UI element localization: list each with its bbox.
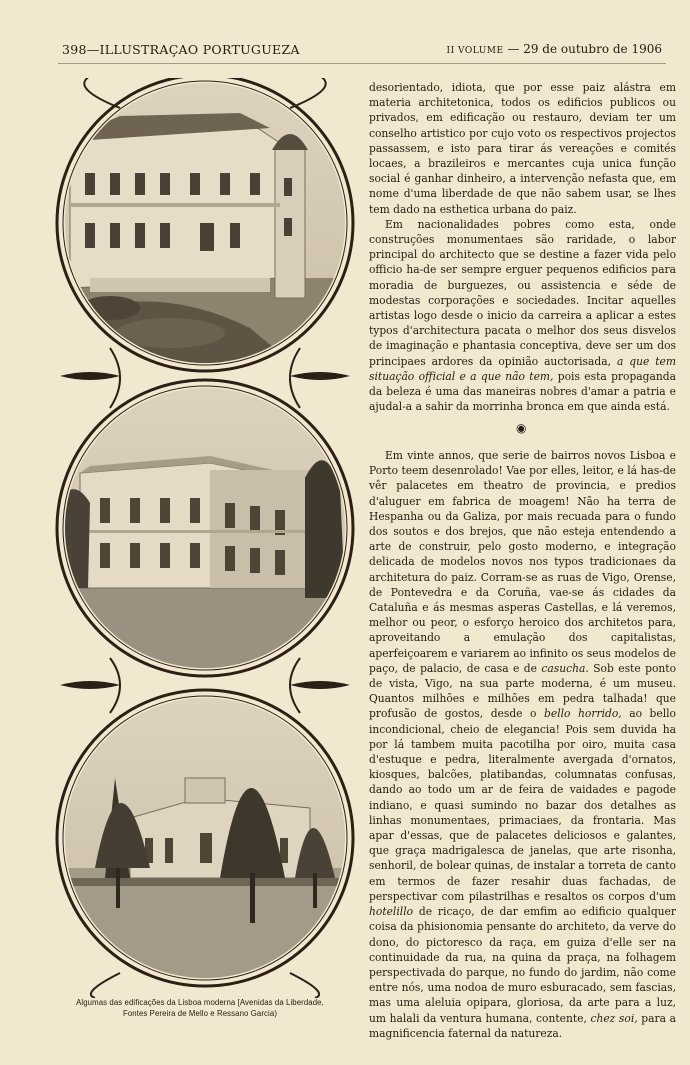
figure-caption — [40, 998, 360, 1019]
p3-italic-1: casucha. — [541, 661, 589, 675]
p3-text-2: Sob este ponto de vista, Vigo, na sua parte moderna, é um museu. Quantos milhões e milhões em pedra talhada! que profusão de gostos, desde o — [369, 661, 676, 721]
section-separator: ◉ — [516, 421, 527, 435]
caption-line-1: Algumas das edificações da Lisboa moderna [Avenidas da Liberdade, — [76, 998, 324, 1007]
plates-svg — [50, 78, 360, 998]
volume-label: II VOLUME — [446, 46, 504, 56]
text-column-bottom — [369, 448, 676, 1041]
paragraph-3 — [369, 448, 676, 1041]
p3-text-4: de ricaço, de dar emfim ao edificio qualquer coisa da phisionomia pensante do architeto, da verve do dono, do pictoresco da raça, em guiza d'elle ser na continuidade da rua, na quina da praça, na folhagem perspectivada do parque, no fundo do jardim, não come entre nós, uma nodoa de muro esburacado, sem fascias, mas uma aleluia opipara, gloriosa, da arte para a luz, um halali da ventura humana, contente, — [369, 905, 676, 1025]
paragraph-2-italic: a que tem situação official e a que não tem, — [369, 354, 676, 383]
p3-text-1: Em vinte annos, que serie de bairros novos Lisboa e Porto teem desenrolado! Vae por elles, leitor, e lá has-de vêr palacetes em theatro de provincia, e predios d'aluguer em fabrica de moagem! Não ha terra de Hespanha ou da Galiza, por mais recuada para o fundo dos soutos e dos brejos, que não esteja entendendo a arte de construir, pelo gosto moderno, e integração delicada de modelos novos nos typos tradicionaes da architetura do paiz. Corram-se as ruas de Vigo, Orense, de Pontevedra e da Coruña, vae-se ás cidades da Cataluña e ás mesmas asperas Castellas, e lá veremos, melhor ou peor, o esforço heroico dos architetos para, aproveitando a emulação dos capitalistas, aperfeiçoarem e variarem ao infinito os seus modelos de paço, de palacio, de casa e de — [369, 449, 676, 675]
ornament-bottom — [91, 973, 120, 998]
photo-plates — [50, 78, 360, 998]
p3-italic-2: bello horrido, — [544, 707, 622, 721]
paragraph-2 — [369, 217, 676, 415]
issue-date — [447, 42, 662, 56]
date-label: — 29 de outubro de 1906 — [507, 42, 662, 56]
p3-text-3: ao bello incondicional, cheio de elegancia! Pois sem duvida ha por lá tambem muita pacotilha por oiro, muita casa d'estuque e pedra, literalmente avergada d'ornatos, kiosques, balcões, platibandas, columnatas confusas, dando ao todo um ar de feira de vaidades e pagode indiano, e quasi sumindo no bazar dos detalhes as linhas monumentaes, primaciaes, da frontaria. Mas apar d'essas, que de palacetes deliciosos e galantes, que graça madrigalesca de janelas, que arte risonha, senhoril, de bolear quinas, de instalar a torreta de canto em termos de fazer resahir duas fachadas, de perspectivar com pilastrilhas e resaltos os corpos d'um — [369, 707, 676, 903]
photo-avenida-arvores — [50, 688, 360, 988]
p3-text-5: para a magnificencia faternal da natureza. — [369, 1011, 676, 1040]
p3-italic-3: hotelillo — [369, 905, 414, 919]
paragraph-2-end: pois esta propaganda da beleza é uma das maneiras nobres d'amar a patria e ajudal-a a sahir da morrinha bronca em que ainda está. — [369, 369, 676, 414]
header-rule — [58, 63, 666, 64]
page-title: 398—ILLUSTRAÇAO PORTUGUEZA — [62, 42, 300, 57]
text-column-top — [369, 80, 676, 414]
p3-italic-4: chez soi, — [590, 1011, 638, 1025]
caption-line-2: Fontes Pereira de Mello e Ressano Garcia) — [122, 1008, 278, 1018]
ornament-top — [84, 78, 120, 108]
paragraph-2-text: Em nacionalidades pobres como esta, onde construções monumentaes são raridade, o labor principal do architecto que se destine a fazer vida pelo officio ha-de ser sempre erguer pequenos edificios para moradia de burguezes, ou assistencia e séde de modestas corporações e sociedades. Incitar aquelles artistas logo desde o inicio da carreira a aplicar a estes typos d'architectura pacata o melhor dos seus disvelos de imaginação e phantasia conceptiva, deve ser um dos principaes ardores da opinião auctorisada, — [369, 217, 676, 368]
running-header — [62, 42, 662, 58]
paragraph-1: desorientado, idiota, que por esse paiz alástra em materia architetonica, todos os edificios publicos ou privados, em edificação ou restauro, deviam ter um conselho artistico por cujo voto os respectivos projectos passassem, e isto para tirar ás vereações e comités locaes, a brazileiros e mercantes cuja unica função social é ganhar dinheiro, a intervenção nefasta que, em nome d'uma liberdade de que não sabem usar, se lhes tem dado na esthetica urbana do paiz. — [369, 81, 676, 216]
photo-palacete-esquina — [50, 378, 360, 678]
